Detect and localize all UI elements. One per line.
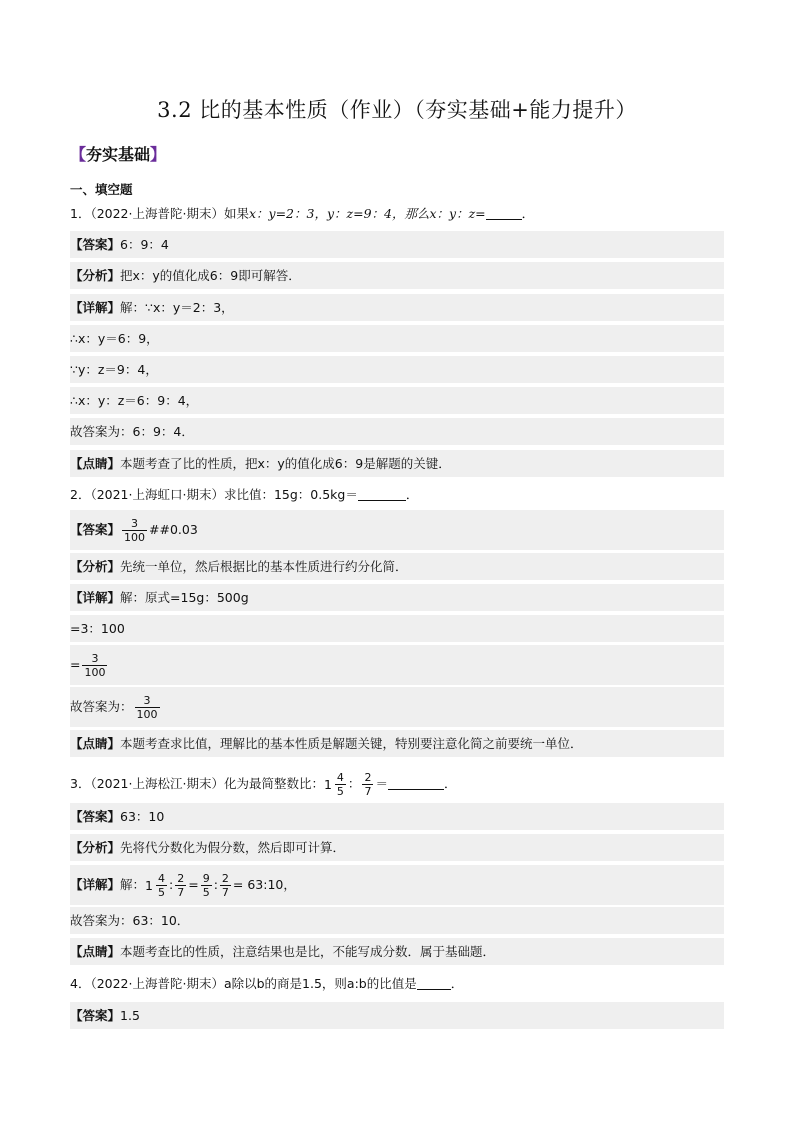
fraction-denominator: 7 [221,886,229,899]
q2-stem: 2．（2021·上海虹口·期末）求比值：15g：0.5kg＝ [70,487,358,502]
equals-sign: = [188,877,199,892]
mixed-number [324,765,348,805]
answer-tag: 【答案】 [70,809,121,824]
step-fraction [135,694,160,721]
question-3-stem [70,764,724,804]
detail-tag: 【详解】 [70,300,121,315]
detail-text: 解：原式=15g：500g [120,590,249,605]
comment-line [70,450,724,477]
solution-step: ∵y：z＝9：4， [70,356,724,383]
answer-line [70,510,724,550]
solution-step: 故答案为：63：10． [70,907,724,934]
fraction-numerator: 3 [143,694,151,707]
analysis-tag: 【分析】 [70,559,121,574]
mixed-fraction [156,872,167,899]
fraction-denominator: 100 [124,531,146,544]
fraction-numerator: 4 [157,872,165,885]
fraction-denominator: 5 [336,785,344,798]
answer-line [70,803,724,830]
detail-tag: 【详解】 [70,590,121,605]
subsection-heading: 一、填空题 [70,182,133,197]
detail-line [70,294,724,321]
section-label: 夯实基础 [86,145,151,164]
solution-step [70,645,724,685]
analysis-text: 把x：y的值化成6：9即可解答． [120,268,301,283]
analysis-text: 先将代分数化为假分数，然后即可计算． [120,840,346,855]
solution-step: 故答案为：6：9：4． [70,418,724,445]
question-2-stem [70,481,724,508]
mixed-fraction [335,771,346,798]
comment-text: 本题考查了比的性质，把x：y的值化成6：9是解题的关键． [120,456,451,471]
ratio-colon: : [213,877,218,892]
fraction-denominator: 100 [84,666,106,679]
detail-line [70,584,724,611]
answer-tag: 【答案】 [70,237,121,252]
answer-tag: 【答案】 [70,522,121,537]
detail-tag: 【详解】 [70,877,121,892]
q4-stem-end: ． [450,976,464,991]
fraction-denominator: 5 [202,886,210,899]
q3-stem-end: ． [443,776,457,791]
mixed-whole: 1 [323,776,332,792]
q4-stem: 4．（2022·上海普陀·期末）a除以b的商是1.5，则a:b的比值是 [70,976,417,991]
bracket-close: 】 [150,145,167,164]
fraction-denominator: 100 [136,708,158,721]
answer-blank [388,775,444,790]
detail-fraction [220,872,231,899]
q1-stem-a: 1．（2022·上海普陀·期末）如果 [70,206,249,221]
answer-blank [358,486,406,501]
bracket-open: 【 [70,145,87,164]
q1-stem-end: ． [521,206,535,221]
comment-text: 本题考查比的性质，注意结果也是比，不能写成分数．属于基础题． [120,944,496,959]
detail-prefix: 解： [120,877,146,892]
solution-step: =3：100 [70,615,724,642]
section-heading [70,142,166,165]
answer-line [70,231,724,258]
fraction-denominator: 5 [157,886,165,899]
fraction-numerator: 2 [221,872,229,885]
question-4-stem [70,970,724,997]
fraction-numerator: 3 [131,517,139,530]
page-title: 3.2 比的基本性质（作业）（夯实基础+能力提升） [157,98,637,122]
fraction-denominator: 7 [364,785,372,798]
fraction-numerator: 4 [336,771,344,784]
comment-line [70,730,724,757]
solution-step [70,687,724,727]
detail-tail: = 63:10， [232,877,296,892]
analysis-line [70,262,724,289]
mixed-number [145,866,169,906]
q1-stem-b: x：y=2：3，y：z=9：4，那么x：y：z= [248,206,486,221]
step-fraction [82,652,107,679]
comment-tag: 【点睛】 [70,944,121,959]
comment-text: 本题考查求比值，理解比的基本性质是解题关键，特别要注意化简之前要统一单位． [120,736,583,751]
fraction-numerator: 3 [91,652,99,665]
detail-fraction [201,872,212,899]
answer-fraction [122,517,147,544]
answer-text: 6：9：4 [120,237,169,252]
answer-text: 63：10 [120,809,165,824]
analysis-tag: 【分析】 [70,268,121,283]
question-1-stem [70,200,724,227]
stem-fraction [362,771,373,798]
analysis-line [70,834,724,861]
q3-stem: 3．（2021·上海松江·期末）化为最简整数比： [70,776,324,791]
q2-stem-end: ． [405,487,419,502]
analysis-text: 先统一单位，然后根据比的基本性质进行约分化简． [120,559,408,574]
step-prefix: 故答案为： [70,699,133,714]
fraction-denominator: 7 [177,886,185,899]
detail-text: 解：∵x：y＝2：3， [120,300,234,315]
equals-sign: ＝ [375,776,388,791]
analysis-line [70,553,724,580]
solution-step: ∴x：y＝6：9， [70,325,724,352]
answer-blank [417,975,451,990]
ratio-colon: : [168,877,174,892]
mixed-whole: 1 [145,877,153,893]
comment-line [70,938,724,965]
fraction-numerator: 2 [177,872,185,885]
answer-line [70,1002,724,1029]
comment-tag: 【点睛】 [70,736,121,751]
answer-text: 1.5 [120,1008,140,1023]
fraction-numerator: 9 [202,872,210,885]
ratio-colon: ： [347,776,361,791]
analysis-tag: 【分析】 [70,840,121,855]
detail-line [70,865,724,905]
answer-blank [486,205,522,220]
step-prefix: = [70,657,81,672]
answer-tag: 【答案】 [70,1008,121,1023]
solution-step: ∴x：y：z＝6：9：4， [70,387,724,414]
detail-fraction [175,872,186,899]
fraction-numerator: 2 [364,771,372,784]
answer-text: ##0.03 [149,522,198,537]
comment-tag: 【点睛】 [70,456,121,471]
